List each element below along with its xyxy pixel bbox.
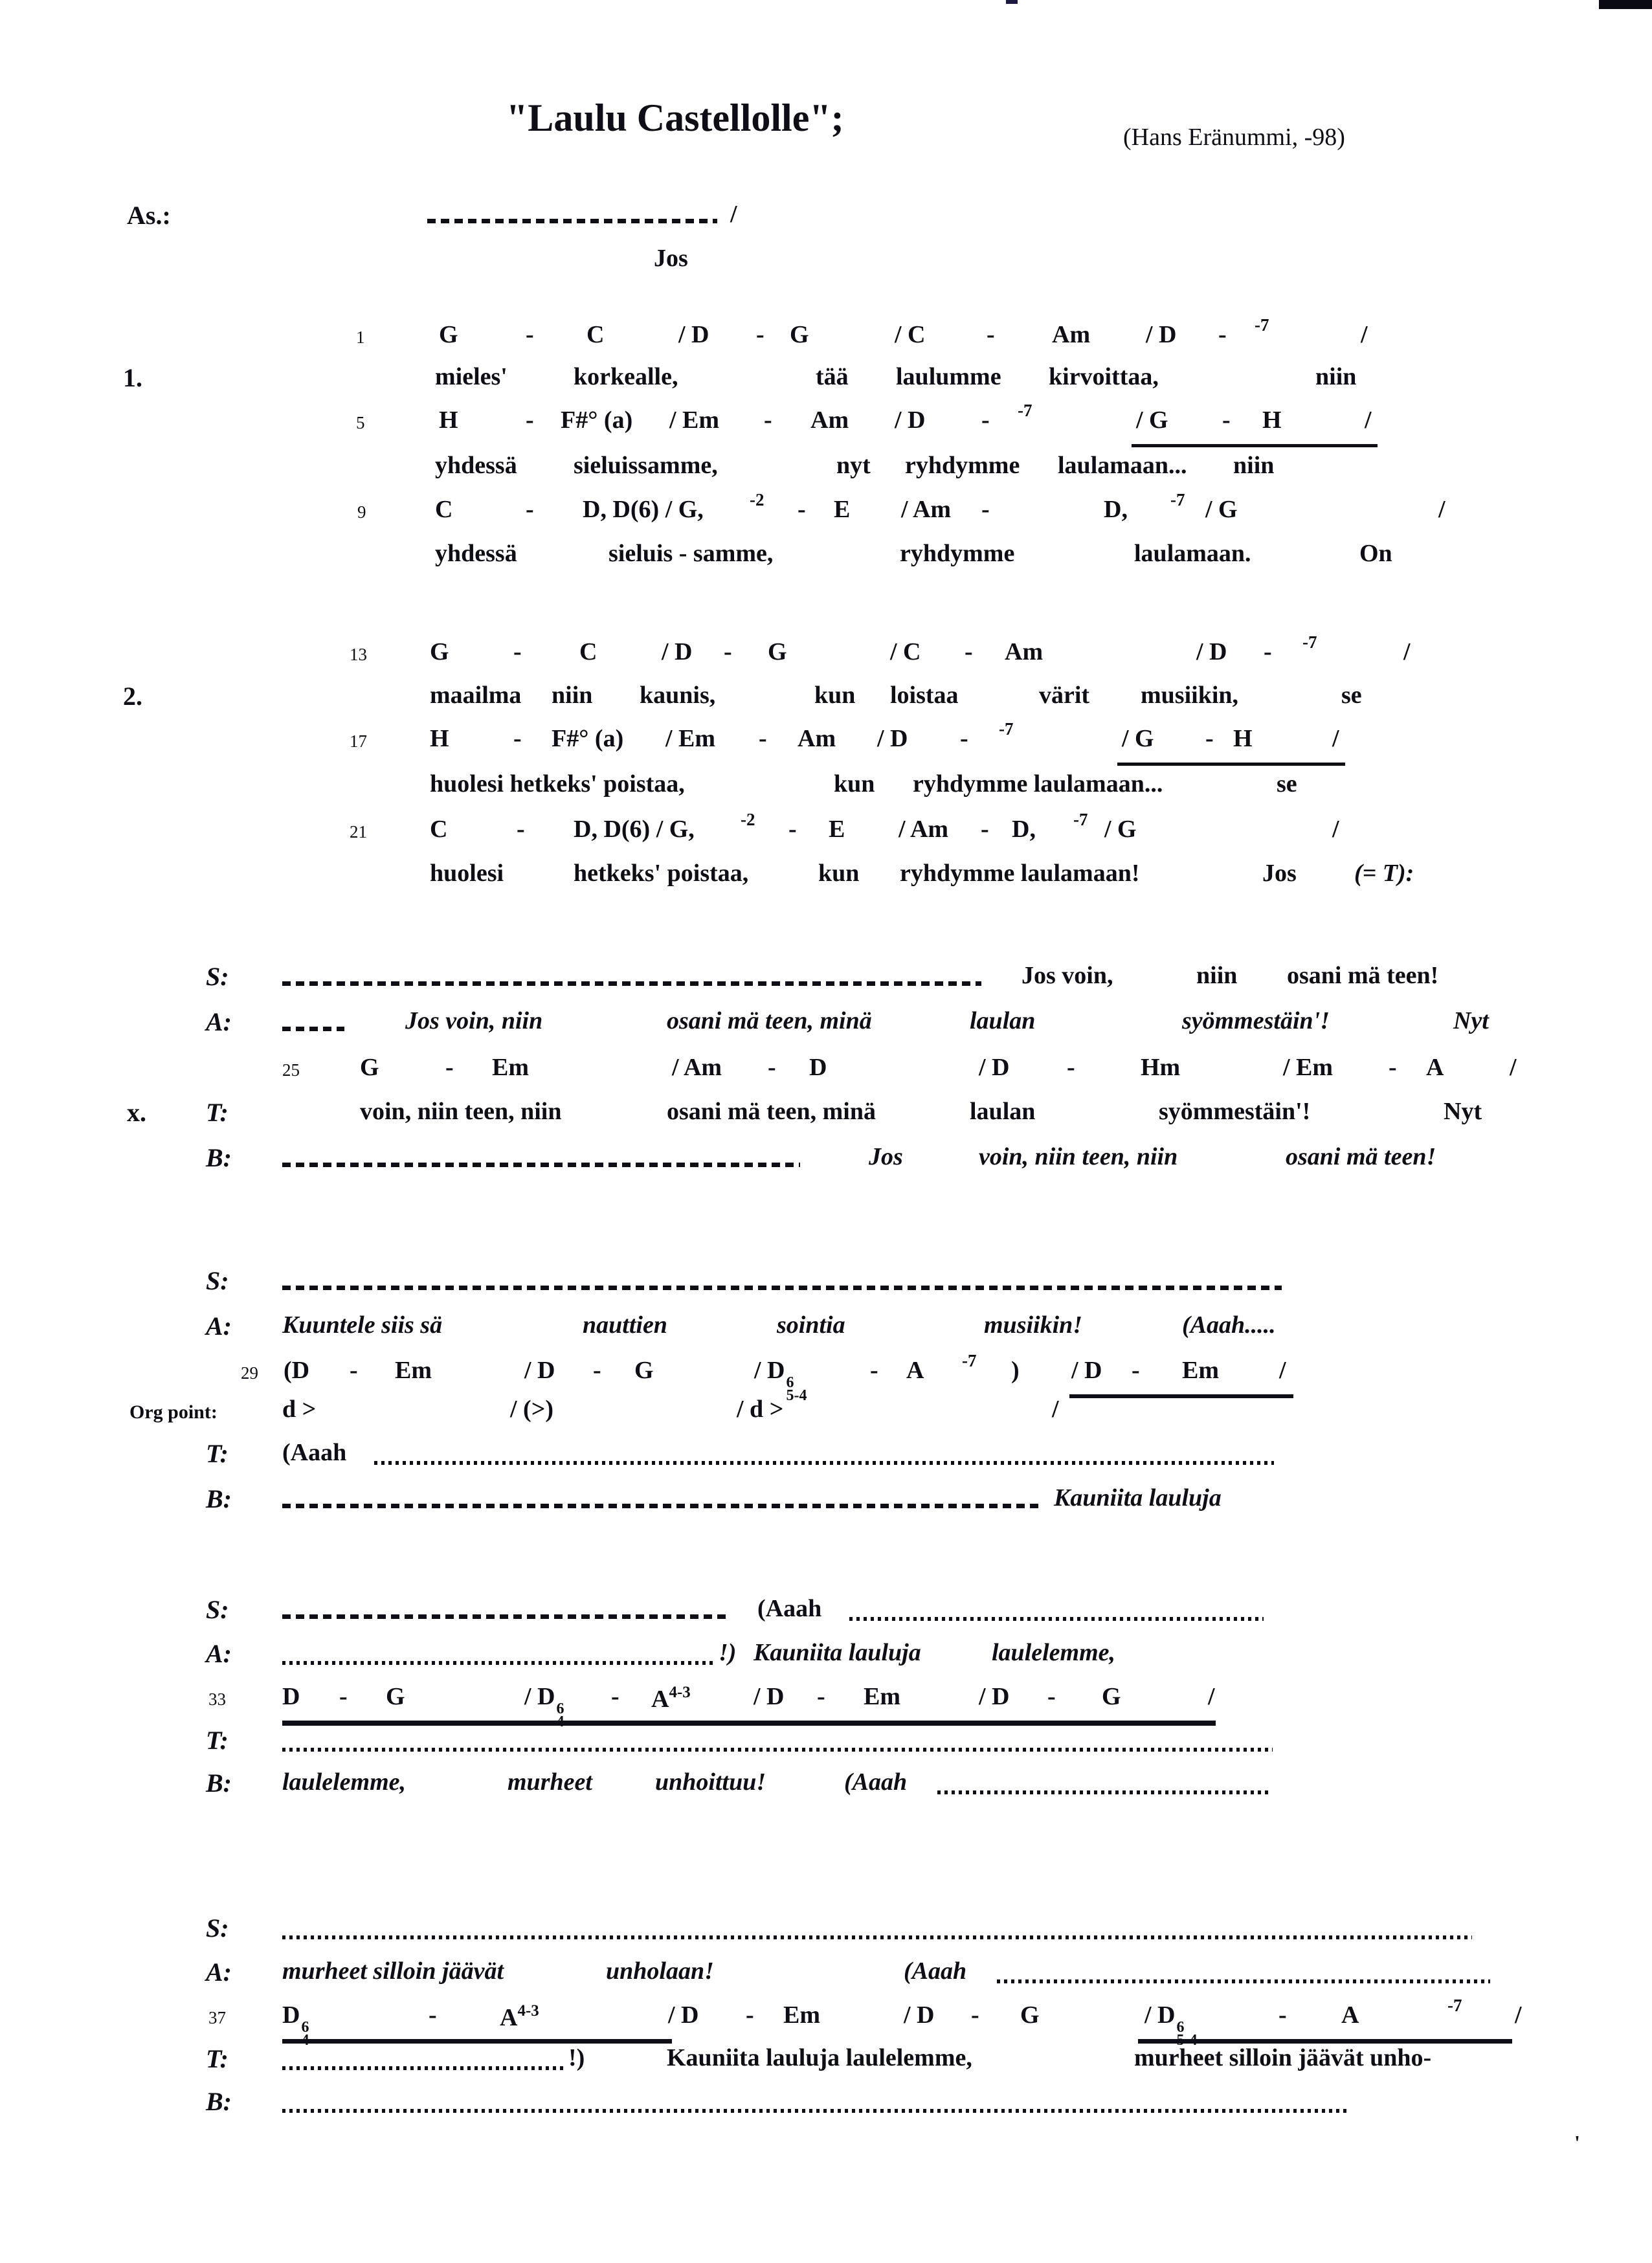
chord-token: - xyxy=(526,321,534,348)
lyric-token: niin xyxy=(552,682,593,709)
chord-superscript: 4-3 xyxy=(517,2002,539,2020)
chord-token: / Em xyxy=(665,725,716,752)
underline-rule xyxy=(1132,444,1378,447)
chord-token: / xyxy=(1438,496,1446,523)
voice-label: A: xyxy=(206,1007,232,1036)
chord-token: C xyxy=(586,321,605,348)
lyric-token: unhoittuu! xyxy=(655,1768,766,1796)
chord-token: D, xyxy=(1012,816,1036,843)
dots-line xyxy=(282,2109,1348,2113)
chord-token: Em xyxy=(395,1357,432,1384)
chord-token: - xyxy=(965,638,973,665)
chord-token: D, D(6) / G, xyxy=(583,496,704,523)
measure-number: 33 xyxy=(208,1689,226,1709)
chord-token: / G xyxy=(1136,407,1168,434)
chord-token: G xyxy=(634,1357,654,1384)
chord-token: / D xyxy=(1071,1357,1102,1384)
chord-token: / D xyxy=(1146,321,1177,348)
voice-label: B: xyxy=(206,1484,232,1513)
chord-token: - xyxy=(1205,725,1214,752)
chord-token: - xyxy=(350,1357,358,1384)
lyric-token: Jos voin, xyxy=(1021,962,1113,989)
lyric-token: ryhdymme xyxy=(905,452,1020,479)
song-title: "Laulu Castellolle"; xyxy=(506,96,844,139)
lyric-token: Kauniita lauluja laulelemme, xyxy=(667,2044,972,2071)
chord-token: - xyxy=(971,2001,979,2029)
dots-line xyxy=(282,1748,1273,1752)
chord-token: G xyxy=(360,1054,379,1081)
underline-rule xyxy=(1138,2039,1512,2044)
chord-token: / Am xyxy=(901,496,952,523)
lyric-token: (Aaah xyxy=(757,1595,822,1622)
chord-token: C xyxy=(430,816,448,843)
lyric-token: nauttien xyxy=(583,1311,667,1339)
chord-token: / G xyxy=(1205,496,1238,523)
measure-number: 1 xyxy=(356,328,365,347)
chord-token: / D 6 xyxy=(524,1684,564,1728)
measure-number: 17 xyxy=(350,731,367,751)
lyric-token: !) xyxy=(568,2044,585,2071)
voice-label: S: xyxy=(206,962,229,991)
lyric-token: maailma xyxy=(430,682,522,709)
chord-token: / xyxy=(730,201,737,228)
chord-figures: 6 5-4 xyxy=(786,1374,807,1404)
dots-line xyxy=(282,1935,1472,1939)
section-label: 2. xyxy=(123,682,142,711)
chord-token: / xyxy=(1052,1396,1059,1423)
lyric-token: murheet silloin jäävät unho- xyxy=(1134,2044,1432,2071)
lyric-token: korkealle, xyxy=(574,363,678,390)
chord-token: - xyxy=(339,1683,348,1710)
chord-superscript: -7 xyxy=(999,719,1014,739)
chord-token: H xyxy=(439,407,458,434)
chord-token: / D xyxy=(1196,638,1227,665)
dash-line xyxy=(282,1163,800,1167)
lyric-token: laulamaan. xyxy=(1134,540,1251,567)
lyric-token: Nyt xyxy=(1444,1098,1482,1125)
chord-token: d > xyxy=(282,1396,317,1423)
lyric-token: kun xyxy=(834,770,875,797)
voice-label: B: xyxy=(206,2087,232,2116)
chord-token: Hm xyxy=(1141,1054,1181,1081)
chord-token: - xyxy=(526,496,534,523)
chord-token: - xyxy=(1067,1054,1075,1081)
lyric-token: (Aaah xyxy=(844,1768,908,1796)
section-label: 1. xyxy=(123,363,142,392)
voice-label: T: xyxy=(206,2044,229,2073)
dash-line xyxy=(427,219,717,223)
voice-label: T: xyxy=(206,1098,229,1127)
voice-label: S: xyxy=(206,1595,229,1624)
lyric-token: (Aaah..... xyxy=(1182,1311,1276,1339)
lyric-token: mieles' xyxy=(435,363,508,390)
chord-token: - xyxy=(429,2001,437,2029)
chord-token: G xyxy=(1102,1683,1121,1710)
voice-label: T: xyxy=(206,1439,229,1468)
chord-token: - xyxy=(817,1683,825,1710)
lyric-token: musiikin! xyxy=(984,1311,1083,1339)
chord-token: / D xyxy=(979,1683,1010,1710)
lyric-token: se xyxy=(1341,682,1362,709)
dots-line xyxy=(282,2066,566,2070)
lyric-token: niin xyxy=(1233,452,1275,479)
chord-token: / D 6 xyxy=(1144,2003,1198,2047)
chord-token: - xyxy=(517,816,525,843)
voice-label: B: xyxy=(206,1768,232,1798)
chord-token: C xyxy=(579,638,597,665)
lyric-token: Kuuntele siis sä xyxy=(282,1311,443,1339)
chord-token: G xyxy=(768,638,787,665)
chord-figures: 6 xyxy=(1176,2019,1185,2036)
lyric-token: ryhdymme laulamaan... xyxy=(913,770,1163,797)
underline-rule xyxy=(282,2039,672,2044)
scan-artifact xyxy=(1006,0,1018,4)
chord-token: / xyxy=(1279,1357,1286,1384)
chord-token: Em xyxy=(864,1683,900,1710)
chord-token: / xyxy=(1208,1683,1215,1710)
chord-token: - xyxy=(445,1054,454,1081)
lyric-token: hetkeks' poistaa, xyxy=(574,860,749,887)
lyric-token: huolesi xyxy=(430,860,504,887)
chord-token: - xyxy=(798,496,806,523)
chord-token: D xyxy=(809,1054,827,1081)
chord-token: D 6 xyxy=(282,2003,309,2047)
lyric-token: voin, niin teen, niin xyxy=(979,1143,1178,1170)
chord-token: / d > xyxy=(737,1396,784,1423)
chord-token: H xyxy=(1233,725,1253,752)
scan-artifact xyxy=(1599,0,1652,9)
lyric-token: sieluissamme, xyxy=(574,452,718,479)
lyric-token: sieluis - samme, xyxy=(608,540,774,567)
chord-token: - xyxy=(981,496,990,523)
lyric-token: laulan xyxy=(970,1098,1036,1125)
chord-token: / D xyxy=(895,407,926,434)
chord-token: A xyxy=(1426,1054,1444,1081)
lyric-token: Kauniita lauluja xyxy=(1054,1484,1222,1511)
chord-token: - xyxy=(768,1054,776,1081)
lyric-token: syömmestäin'! xyxy=(1159,1098,1311,1125)
chord-superscript: -7 xyxy=(1255,315,1269,335)
chord-token: - xyxy=(1389,1054,1397,1081)
chord-superscript: -7 xyxy=(962,1351,977,1370)
chord-token: - xyxy=(593,1357,601,1384)
measure-number: 25 xyxy=(282,1060,300,1080)
chord-token: - xyxy=(611,1683,620,1710)
lyric-token: kun xyxy=(818,860,860,887)
chord-token: - xyxy=(764,407,772,434)
chord-token: / xyxy=(1403,638,1411,665)
chord-token: $A^{4-3}$ xyxy=(500,2002,539,2031)
chord-token: Am xyxy=(810,407,849,434)
chord-token: Am xyxy=(1052,321,1091,348)
lyric-token: yhdessä xyxy=(435,452,517,479)
lyric-token: (Aaah xyxy=(282,1439,347,1466)
chord-token: D xyxy=(282,1683,300,1710)
lyric-token: ryhdymme xyxy=(900,540,1015,567)
voice-label: A: xyxy=(206,1957,232,1987)
chord-token: / xyxy=(1332,725,1339,752)
chord-token: - xyxy=(1278,2001,1287,2029)
chord-token: / C xyxy=(895,321,926,348)
lyric-token: syömmestäin'! xyxy=(1182,1007,1330,1034)
lyric-token: osani mä teen! xyxy=(1287,962,1439,989)
measure-number: 29 xyxy=(241,1363,258,1383)
chord-token: - xyxy=(513,725,522,752)
chord-token: - xyxy=(960,725,968,752)
lyric-token: (Aaah xyxy=(904,1957,967,1985)
chord-token: F#° (a) xyxy=(561,407,633,434)
dots-line xyxy=(937,1790,1271,1794)
lyric-token: laulamaan... xyxy=(1058,452,1187,479)
dash-line xyxy=(282,981,981,986)
lyric-token: On xyxy=(1359,540,1392,567)
chord-token: G xyxy=(790,321,809,348)
chord-token: E xyxy=(834,496,851,523)
lyric-token: osani mä teen! xyxy=(1286,1143,1436,1170)
voice-label: S: xyxy=(206,1266,229,1295)
measure-number: 5 xyxy=(356,413,365,432)
chord-token: / D xyxy=(979,1054,1010,1081)
lyric-token: laulelemme, xyxy=(282,1768,407,1796)
lyric-token: huolesi hetkeks' poistaa, xyxy=(430,770,685,797)
lyric-token: nyt xyxy=(836,452,871,479)
lyric-token: laulan xyxy=(970,1007,1036,1034)
dots-line xyxy=(997,1979,1490,1983)
chord-token: - xyxy=(870,1357,878,1384)
chord-token: / Am xyxy=(899,816,949,843)
chord-token: C xyxy=(435,496,453,523)
dash-line xyxy=(282,1614,729,1619)
chord-token: - xyxy=(724,638,732,665)
chord-superscript: -7 xyxy=(1170,490,1185,509)
lyric-token: värit xyxy=(1039,682,1090,709)
measure-number: 9 xyxy=(357,502,366,522)
lyric-token: loistaa xyxy=(890,682,959,709)
chord-token: - xyxy=(1047,1683,1056,1710)
scan-artifact: ' xyxy=(1574,2131,1580,2154)
dash-line xyxy=(282,1027,344,1031)
chord-token: - xyxy=(1264,638,1272,665)
chord-token: Em xyxy=(783,2001,820,2029)
lyric-token: murheet silloin jäävät xyxy=(282,1957,504,1985)
chord-token: D, xyxy=(1104,496,1128,523)
chord-token: / G xyxy=(1122,725,1154,752)
lyric-token: voin, niin teen, niin xyxy=(360,1098,562,1125)
lyric-token: murheet xyxy=(508,1768,592,1796)
chord-superscript: -2 xyxy=(750,490,765,509)
dots-line xyxy=(849,1617,1264,1621)
chord-token: / D xyxy=(668,2001,699,2029)
chord-superscript: -2 xyxy=(741,810,755,829)
chord-token: (D xyxy=(284,1357,310,1384)
lyric-token: ryhdymme laulamaan! xyxy=(900,860,1140,887)
chord-token: G xyxy=(1020,2001,1040,2029)
chord-token: G xyxy=(430,638,449,665)
lyric-token: yhdessä xyxy=(435,540,517,567)
lyric-token: sointia xyxy=(777,1311,845,1339)
dots-line xyxy=(282,1661,716,1665)
chord-token: Am xyxy=(1005,638,1044,665)
section-label: x. xyxy=(127,1098,146,1127)
measure-number: 37 xyxy=(208,2008,226,2027)
lyric-token: tää xyxy=(816,363,849,390)
chord-token: / Em xyxy=(669,407,720,434)
lyric-token: Jos voin, niin xyxy=(405,1007,543,1034)
lyric-token: Jos xyxy=(1262,860,1297,887)
chord-token: / xyxy=(1510,1054,1517,1081)
org-point-label: Org point: xyxy=(129,1401,218,1423)
chord-token: A xyxy=(1341,2001,1359,2029)
chord-token: H xyxy=(1262,407,1282,434)
lyric-token: (= T): xyxy=(1354,860,1414,887)
chord-figures: 6 xyxy=(301,2019,309,2036)
chord-token: / xyxy=(1332,816,1339,843)
lyric-token: kirvoittaa, xyxy=(1049,363,1159,390)
chord-superscript: -7 xyxy=(1073,810,1088,829)
chord-token: / Em xyxy=(1283,1054,1334,1081)
chord-token: / G xyxy=(1104,816,1137,843)
chord-token: / (>) xyxy=(510,1396,554,1423)
lyric-token: unholaan! xyxy=(606,1957,714,1985)
lyric-token: musiikin, xyxy=(1141,682,1239,709)
lyric-token: laulelemme, xyxy=(992,1639,1116,1666)
song-credit: (Hans Eränummi, -98) xyxy=(1123,124,1345,151)
chord-token: / xyxy=(1365,407,1372,434)
lyric-token: niin xyxy=(1315,363,1357,390)
chord-token: / xyxy=(1515,2001,1522,2029)
lyric-token: Kauniita lauluja xyxy=(753,1639,921,1666)
chord-token: - xyxy=(987,321,995,348)
voice-label: B: xyxy=(206,1143,232,1172)
chord-token: Em xyxy=(1182,1357,1219,1384)
chord-token: - xyxy=(759,725,767,752)
section-label: As.: xyxy=(127,201,171,230)
chord-token: - xyxy=(981,407,990,434)
chord-token: - xyxy=(513,638,522,665)
measure-number: 13 xyxy=(350,645,367,664)
chord-token: D, D(6) / G, xyxy=(574,816,695,843)
chord-token: - xyxy=(746,2001,754,2029)
dots-line xyxy=(374,1461,1274,1465)
chord-token: Em xyxy=(492,1054,529,1081)
voice-label: S: xyxy=(206,1913,229,1943)
dash-line xyxy=(282,1504,1044,1508)
chord-token: - xyxy=(981,816,989,843)
chord-token: - xyxy=(1222,407,1231,434)
chord-superscript: -7 xyxy=(1302,632,1317,652)
lyric-token: Jos xyxy=(654,245,688,272)
chord-superscript: -7 xyxy=(1018,401,1032,420)
chord-token: - xyxy=(756,321,765,348)
chord-token: / D xyxy=(904,2001,935,2029)
chord-token: / D 6 5-4 xyxy=(754,1357,807,1404)
underline-rule xyxy=(1117,763,1345,766)
lyric-token: se xyxy=(1277,770,1297,797)
voice-label: A: xyxy=(206,1639,232,1668)
chord-token: Am xyxy=(798,725,836,752)
voice-label: A: xyxy=(206,1311,232,1341)
chord-token: G xyxy=(386,1683,405,1710)
dash-line xyxy=(282,1286,1282,1290)
chord-token: / D xyxy=(662,638,693,665)
chord-token: / D xyxy=(678,321,709,348)
chord-token: / C xyxy=(890,638,921,665)
lyric-token: Jos xyxy=(869,1143,903,1170)
chord-token: $A^{4-3}$ xyxy=(651,1684,691,1713)
lyric-token: Nyt xyxy=(1453,1007,1489,1034)
chord-superscript: 4-3 xyxy=(669,1684,691,1701)
chord-token: / xyxy=(1361,321,1368,348)
lyric-token: osani mä teen, minä xyxy=(667,1007,872,1034)
lyric-token: kun xyxy=(814,682,856,709)
chord-token: ) xyxy=(1011,1357,1020,1384)
chord-token: - xyxy=(1218,321,1227,348)
chord-token: / Am xyxy=(672,1054,722,1081)
voice-label: T: xyxy=(206,1726,229,1755)
chord-token: H xyxy=(430,725,449,752)
chord-token: / D xyxy=(753,1683,785,1710)
lyric-token: osani mä teen, minä xyxy=(667,1098,876,1125)
lyric-token: kaunis, xyxy=(640,682,716,709)
chord-token: E xyxy=(829,816,845,843)
lyric-token: niin xyxy=(1196,962,1238,989)
measure-number: 21 xyxy=(350,822,367,842)
chord-token: G xyxy=(439,321,458,348)
chord-token: F#° (a) xyxy=(552,725,624,752)
lyric-token: laulumme xyxy=(896,363,1001,390)
chord-token: - xyxy=(788,816,797,843)
chord-superscript: -7 xyxy=(1447,1996,1462,2015)
underline-rule xyxy=(1069,1394,1293,1398)
lyric-token: !) xyxy=(719,1639,737,1666)
chord-figures: 6 xyxy=(556,1700,564,1717)
chord-token: A xyxy=(906,1357,924,1384)
chord-token: - xyxy=(526,407,534,434)
chord-token: / D xyxy=(877,725,908,752)
underline-rule xyxy=(282,1721,1216,1726)
chord-token: - xyxy=(1132,1357,1140,1384)
chord-token: / D xyxy=(524,1357,555,1384)
